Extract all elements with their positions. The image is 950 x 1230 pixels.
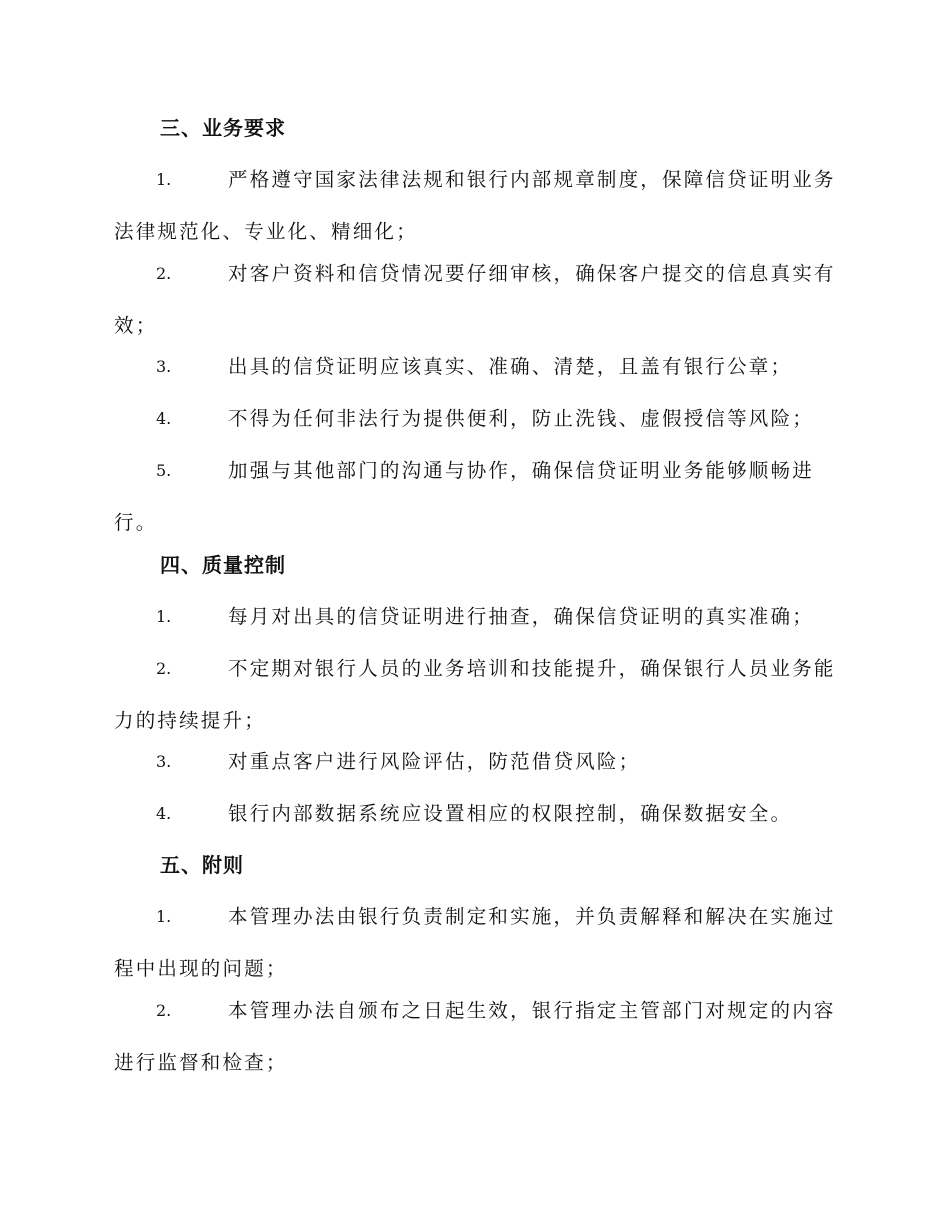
item-text-line: 对重点客户进行风险评估，防范借贷风险； [228,750,641,773]
list-item [114,891,834,995]
item-number: 4. [156,804,172,823]
item-text-line: 本管理办法由银行负责制定和实施，并负责解释和解决在实施过 [228,905,836,928]
list-item [114,393,834,445]
section-heading-business-requirements: 三、业务要求 [160,116,286,140]
list-item [114,643,834,747]
item-text-line: 不得为任何非法行为提供便利，防止洗钱、虚假授信等风险； [228,407,814,430]
item-number: 3. [156,752,172,771]
item-text-line: 加强与其他部门的沟通与协作，确保信贷证明业务能够顺畅进 [228,459,814,482]
item-text-line: 本管理办法自颁布之日起生效，银行指定主管部门对规定的内容 [228,999,836,1022]
item-text-line: 不定期对银行人员的业务培训和技能提升，确保银行人员业务能 [228,657,836,680]
section-heading-quality-control: 四、质量控制 [160,553,286,577]
list-item [114,445,834,549]
item-text-line: 出具的信贷证明应该真实、准确、清楚，且盖有银行公章； [228,355,793,378]
item-text-line: 严格遵守国家法律法规和银行内部规章制度，保障信贷证明业务 [228,168,836,191]
item-text-line: 每月对出具的信贷证明进行抽查，确保信贷证明的真实准确； [228,605,814,628]
list-item [114,985,834,1089]
item-text-line: 对客户资料和信贷情况要仔细审核，确保客户提交的信息真实有 [228,262,836,285]
item-text-line: 银行内部数据系统应设置相应的权限控制，确保数据安全。 [228,802,793,825]
list-item [114,591,834,643]
item-text-continuation: 效； [114,314,158,337]
item-text-continuation: 法律规范化、专业化、精细化； [114,220,418,243]
item-text-continuation: 程中出现的问题； [114,957,288,980]
item-number: 5. [156,461,172,480]
list-item [114,788,834,840]
item-number: 1. [156,607,172,626]
item-text-continuation: 行。 [114,511,158,534]
section-heading-supplementary-provisions: 五、附则 [160,853,244,877]
item-number: 2. [156,264,172,283]
list-item [114,154,834,258]
item-number: 2. [156,1001,172,1020]
list-item [114,736,834,788]
item-number: 3. [156,357,172,376]
item-number: 4. [156,409,172,428]
list-item [114,248,834,352]
list-item [114,341,834,393]
item-text-continuation: 力的持续提升； [114,709,266,732]
item-number: 1. [156,907,172,926]
item-number: 2. [156,659,172,678]
item-number: 1. [156,170,172,189]
item-text-continuation: 进行监督和检查； [114,1051,288,1074]
